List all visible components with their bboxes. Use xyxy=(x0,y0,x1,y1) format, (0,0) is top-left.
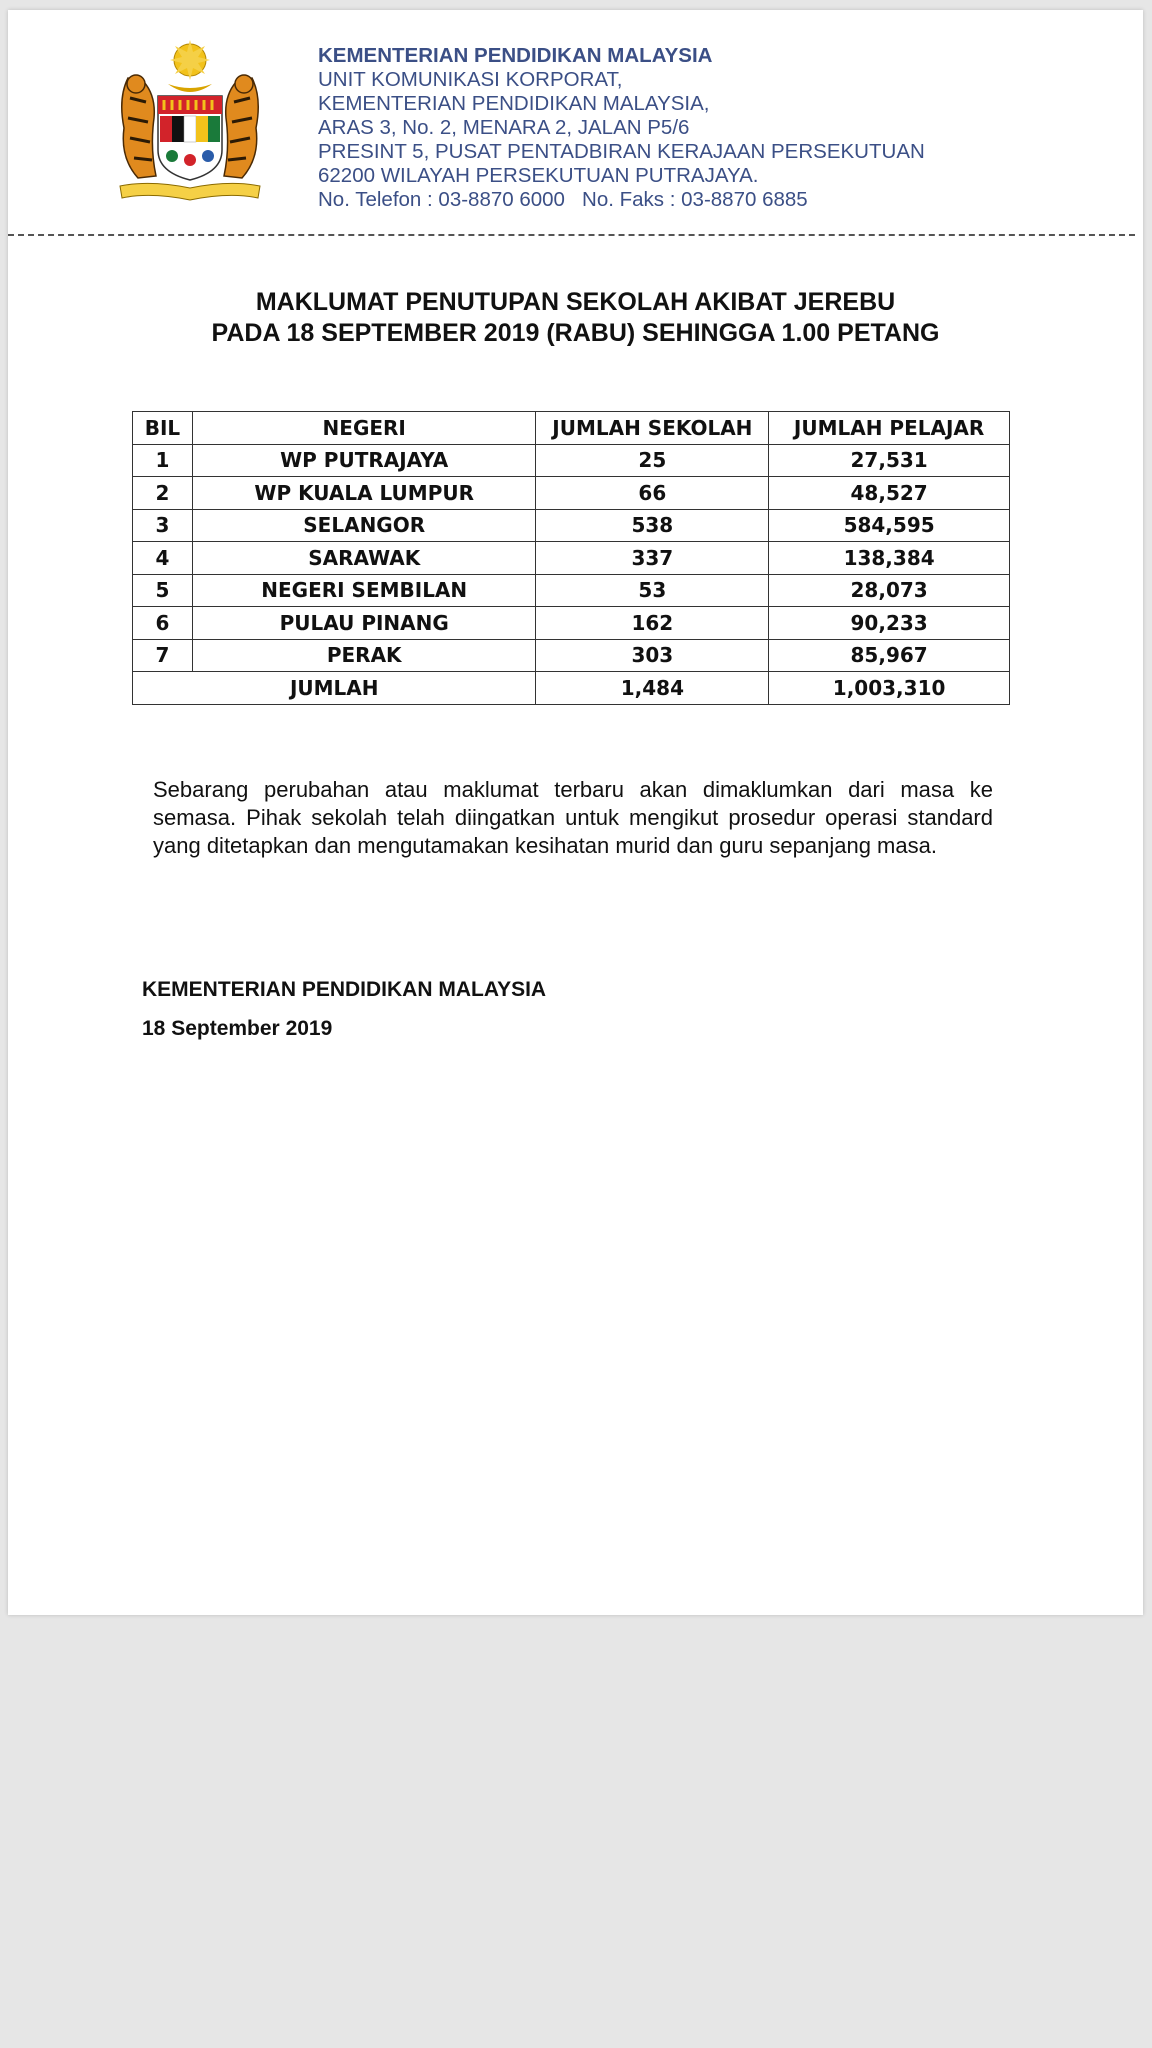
cell-sekolah: 162 xyxy=(536,607,769,640)
cell-pelajar: 138,384 xyxy=(769,542,1010,575)
cell-pelajar: 85,967 xyxy=(769,639,1010,672)
cell-bil: 5 xyxy=(133,574,193,607)
coat-of-arms-logo xyxy=(110,38,270,206)
cell-negeri: PULAU PINANG xyxy=(192,607,536,640)
table-row xyxy=(133,639,1010,672)
cell-pelajar: 90,233 xyxy=(769,607,1010,640)
cell-bil: 7 xyxy=(133,639,193,672)
cell-pelajar: 584,595 xyxy=(769,509,1010,542)
table-row xyxy=(133,444,1010,477)
header-bil: BIL xyxy=(133,412,193,445)
table-row xyxy=(133,607,1010,640)
header-negeri: NEGERI xyxy=(192,412,536,445)
total-label: JUMLAH xyxy=(133,672,536,705)
cell-negeri: WP PUTRAJAYA xyxy=(192,444,536,477)
cell-sekolah: 25 xyxy=(536,444,769,477)
document-title xyxy=(8,287,1143,349)
cell-negeri: SELANGOR xyxy=(192,509,536,542)
letterhead-line: PRESINT 5, PUSAT PENTADBIRAN KERAJAAN PERSEKUTUAN xyxy=(318,140,925,163)
cell-sekolah: 538 xyxy=(536,509,769,542)
cell-negeri: PERAK xyxy=(192,639,536,672)
cell-negeri: NEGERI SEMBILAN xyxy=(192,574,536,607)
cell-pelajar: 48,527 xyxy=(769,477,1010,510)
table-row xyxy=(133,477,1010,510)
letterhead-address xyxy=(318,44,925,212)
table-row xyxy=(133,574,1010,607)
ministry-name: KEMENTERIAN PENDIDIKAN MALAYSIA xyxy=(318,44,713,67)
table-total-row xyxy=(133,672,1010,705)
cell-bil: 2 xyxy=(133,477,193,510)
title-line-2: PADA 18 SEPTEMBER 2019 (RABU) SEHINGGA 1.00 PETANG xyxy=(211,319,940,347)
title-line-1: MAKLUMAT PENUTUPAN SEKOLAH AKIBAT JEREBU xyxy=(255,288,896,316)
cell-pelajar: 27,531 xyxy=(769,444,1010,477)
total-pelajar: 1,003,310 xyxy=(769,672,1010,705)
cell-bil: 4 xyxy=(133,542,193,575)
table-row xyxy=(133,542,1010,575)
cell-pelajar: 28,073 xyxy=(769,574,1010,607)
letterhead-line: UNIT KOMUNIKASI KORPORAT, xyxy=(318,68,623,91)
cell-negeri: SARAWAK xyxy=(192,542,536,575)
cell-sekolah: 66 xyxy=(536,477,769,510)
total-sekolah: 1,484 xyxy=(536,672,769,705)
school-closure-table xyxy=(132,411,1010,705)
cell-bil: 3 xyxy=(133,509,193,542)
table-row xyxy=(133,509,1010,542)
cell-sekolah: 337 xyxy=(536,542,769,575)
cell-negeri: WP KUALA LUMPUR xyxy=(192,477,536,510)
cell-bil: 6 xyxy=(133,607,193,640)
cell-sekolah: 303 xyxy=(536,639,769,672)
contact-line: No. Telefon : 03-8870 6000 No. Faks : 03-8870 6885 xyxy=(318,188,808,211)
cell-bil: 1 xyxy=(133,444,193,477)
letterhead-line: ARAS 3, No. 2, MENARA 2, JALAN P5/6 xyxy=(318,116,690,139)
cell-sekolah: 53 xyxy=(536,574,769,607)
letterhead-divider xyxy=(8,234,1135,236)
notice-paragraph: Sebarang perubahan atau maklumat terbaru akan dimaklumkan dari masa ke semasa. Pihak sekolah telah diingatkan untuk mengikut prosedur operasi standard yang ditetapkan dan mengutamakan kesihatan murid dan guru sepanjang masa. xyxy=(153,777,993,858)
signature-date: 18 September 2019 xyxy=(142,1017,333,1040)
header-jumlah-pelajar: JUMLAH PELAJAR xyxy=(769,412,1010,445)
signature-org: KEMENTERIAN PENDIDIKAN MALAYSIA xyxy=(142,978,547,1001)
table-header-row xyxy=(133,412,1010,445)
letterhead-line: KEMENTERIAN PENDIDIKAN MALAYSIA, xyxy=(318,92,710,115)
letterhead-line: 62200 WILAYAH PERSEKUTUAN PUTRAJAYA. xyxy=(318,164,759,187)
header-jumlah-sekolah: JUMLAH SEKOLAH xyxy=(536,412,769,445)
